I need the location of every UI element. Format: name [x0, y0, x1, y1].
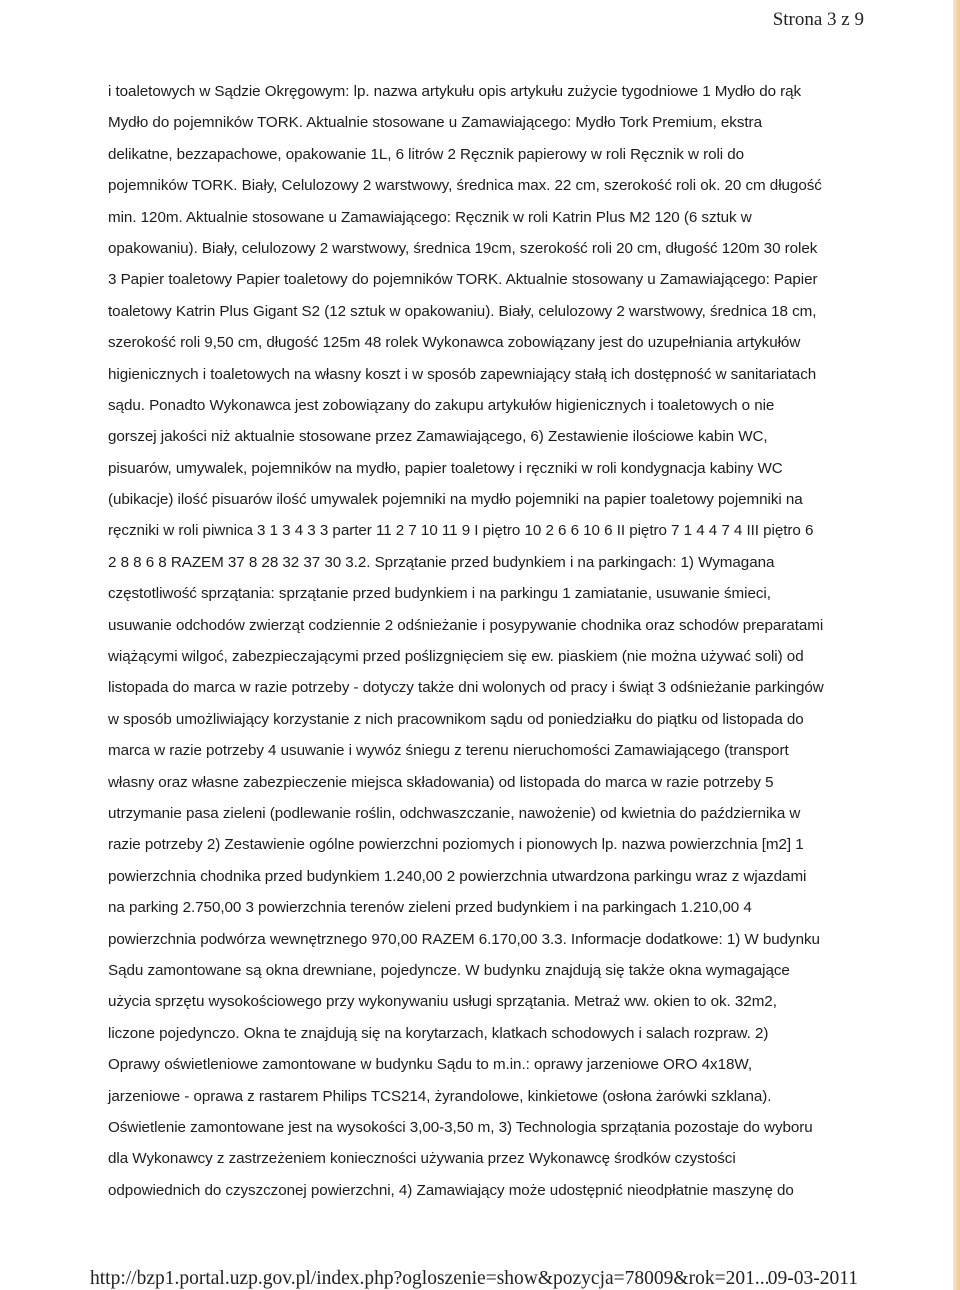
body-line: powierzchnia chodnika przed budynkiem 1.240,00 2 powierzchnia utwardzona parkingu wraz z wjazdami [108, 867, 807, 885]
body-line: Sądu zamontowane są okna drewniane, pojedyncze. W budynku znajdują się także okna wymagające [108, 961, 790, 979]
footer-date: 09-03-2011 [767, 1268, 858, 1289]
body-line: 2 8 8 6 8 RAZEM 37 8 28 32 37 30 3.2. Sprzątanie przed budynkiem i na parkingach: 1) Wymagana [108, 553, 775, 571]
body-line: gorszej jakości niż aktualnie stosowane przez Zamawiającego, 6) Zestawienie ilościowe kabin WC, [108, 428, 768, 446]
body-line: użycia sprzętu wysokościowego przy wykonywaniu usługi sprzątania. Metraż ww. okien to ok. 32m2, [108, 993, 777, 1011]
body-line: usuwanie odchodów zwierząt codziennie 2 odśnieżanie i posypywanie chodnika oraz schodów preparatami [108, 616, 824, 634]
body-line: toaletowy Katrin Plus Gigant S2 (12 sztuk w opakowaniu). Biały, celulozowy 2 warstwowy, średnica 18 cm, [108, 302, 817, 320]
body-line: w sposób umożliwiający korzystanie z nich pracownikom sądu od poniedziałku do piątku od listopada do [108, 710, 804, 728]
body-line: sądu. Ponadto Wykonawca jest zobowiązany do zakupu artykułów higienicznych i toaletowych o nie [108, 396, 775, 414]
body-line: odpowiednich do czyszczonej powierzchni, 4) Zamawiający może udostępnić nieodpłatnie maszynę do [108, 1181, 794, 1199]
body-line: własny oraz własne zabezpieczenie miejsca składowania) od listopada do marca w razie potrzeby 5 [108, 773, 774, 791]
footer-url: http://bzp1.portal.uzp.gov.pl/index.php?ogloszenie=show&pozycja=78009&rok=201... [90, 1268, 770, 1289]
page-number: Strona 3 z 9 [772, 9, 864, 30]
body-line: powierzchnia podwórza wewnętrznego 970,00 RAZEM 6.170,00 3.3. Informacje dodatkowe: 1) W budynku [108, 930, 820, 948]
body-line: listopada do marca w razie potrzeby - dotyczy także dni wolonych od pracy i świąt 3 odśnieżanie parkingów [108, 679, 824, 697]
body-line: liczone pojedynczo. Okna te znajdują się na korytarzach, klatkach schodowych i salach rozpraw. 2) [108, 1024, 769, 1042]
body-line: pisuarów, umywalek, pojemników na mydło, papier toaletowy i ręczniki w roli kondygnacja kabiny WC [108, 459, 783, 477]
body-line: marca w razie potrzeby 4 usuwanie i wywóz śniegu z terenu nieruchomości Zamawiającego (transport [108, 742, 789, 760]
body-line: częstotliwość sprzątania: sprzątanie przed budynkiem i na parkingu 1 zamiatanie, usuwanie śmieci, [108, 585, 771, 603]
body-line: delikatne, bezzapachowe, opakowanie 1L, 6 litrów 2 Ręcznik papierowy w roli Ręcznik w roli do [108, 145, 745, 163]
body-line: utrzymanie pasa zieleni (podlewanie roślin, odchwaszczanie, nawożenie) od kwietnia do października w [108, 804, 801, 822]
body-line: dla Wykonawcy z zastrzeżeniem konieczności używania przez Wykonawcę środków czystości [108, 1150, 736, 1168]
body-line: na parking 2.750,00 3 powierzchnia terenów zieleni przed budynkiem i na parkingach 1.210,00 4 [108, 899, 752, 917]
body-line: opakowaniu). Biały, celulozowy 2 warstwowy, średnica 19cm, szerokość roli 20 cm, długość 120m 30 rolek [108, 239, 818, 257]
body-line: min. 120m. Aktualnie stosowane u Zamawiającego: Ręcznik w roli Katrin Plus M2 120 (6 sztuk w [108, 208, 752, 226]
body-line: (ubikacje) ilość pisuarów ilość umywalek pojemniki na mydło pojemniki na papier toaletowy pojemniki na [108, 491, 803, 509]
body-line: razie potrzeby 2) Zestawienie ogólne powierzchni poziomych i pionowych lp. nazwa powierzchnia [m2] 1 [108, 836, 804, 854]
body-line: Mydło do pojemników TORK. Aktualnie stosowane u Zamawiającego: Mydło Tork Premium, ekstra [108, 114, 762, 132]
body-line: pojemników TORK. Biały, Celulozowy 2 warstwowy, średnica max. 22 cm, szerokość roli ok. 20 cm długość [108, 177, 822, 195]
body-line: Oświetlenie zamontowane jest na wysokości 3,00-3,50 m, 3) Technologia sprzątania pozostaje do wyboru [108, 1118, 813, 1136]
page-edge-stripe [953, 0, 960, 1290]
body-line: jarzeniowe - oprawa z rastarem Philips TCS214, żyrandolowe, kinkietowe (osłona żarówki szklana). [108, 1087, 772, 1105]
body-line: ręczniki w roli piwnica 3 1 3 4 3 3 parter 11 2 7 10 11 9 I piętro 10 2 6 6 10 6 II piętro 7 1 4 4 7 4 III piętro 6 [108, 522, 814, 540]
document-body [108, 76, 898, 1206]
body-line: szerokość roli 9,50 cm, długość 125m 48 rolek Wykonawca zobowiązany jest do uzupełniania artykułów [108, 334, 801, 352]
body-line: higienicznych i toaletowych na własny koszt i w sposób zapewniający stałą ich dostępność w sanitariatach [108, 365, 817, 383]
body-line: i toaletowych w Sądzie Okręgowym: lp. nazwa artykułu opis artykułu zużycie tygodniowe 1 Mydło do rąk [108, 83, 802, 100]
body-line: 3 Papier toaletowy Papier toaletowy do pojemników TORK. Aktualnie stosowany u Zamawiającego: Papier [108, 271, 818, 289]
body-line: Oprawy oświetleniowe zamontowane w budynku Sądu to m.in.: oprawy jarzeniowe ORO 4x18W, [108, 1056, 753, 1074]
body-line: wiążącymi wilgoć, zabezpieczającymi przed poślizgnięciem się ew. piaskiem (nie można używać soli) od [108, 648, 804, 666]
